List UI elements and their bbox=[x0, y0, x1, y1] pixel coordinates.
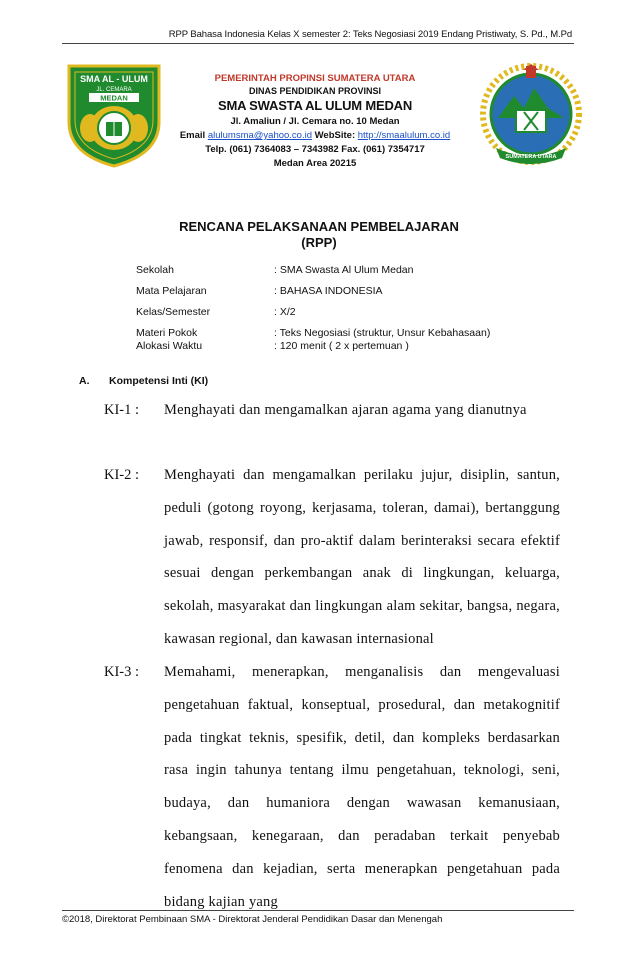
letterhead bbox=[165, 72, 465, 171]
postal-area: Medan Area 20215 bbox=[273, 158, 357, 169]
document-subtitle: (RPP) bbox=[301, 235, 337, 250]
header-rule bbox=[62, 43, 574, 44]
running-header: RPP Bahasa Indonesia Kelas X semester 2: Teks Negosiasi 2019 Endang Pristiwaty, S. Pd., M.Pd bbox=[168, 29, 572, 40]
ki-text: Memahami, menerapkan, menganalisis dan mengevaluasi pengetahuan faktual, konseptual, prosedural, dan metakognitif pada tingkat teknis, spesifik, detil, dan kompleks berdasarkan rasa ingin tahunya tentang ilmu pengetahuan, teknologi, seni, budaya, dan humaniora dengan wawasan kemanusiaan, kebangsaan, kenegaraan, dan peradaban terkait penyebab fenomena dan kejadian, serta menerapkan pengetahuan pada bidang kajian yang bbox=[164, 664, 560, 910]
province-emblem bbox=[476, 60, 586, 168]
identity-label: Alokasi Waktu bbox=[136, 340, 203, 352]
identity-label: Materi Pokok bbox=[136, 327, 198, 339]
identity-label: Kelas/Semester bbox=[136, 306, 211, 318]
identity-label: Mata Pelajaran bbox=[136, 285, 207, 297]
emblem-ribbon-text: SUMATERA UTARA bbox=[505, 154, 557, 160]
document-title: RENCANA PELAKSANAAN PEMBELAJARAN bbox=[179, 219, 459, 234]
ki-text: Menghayati dan mengamalkan ajaran agama yang dianutnya bbox=[164, 402, 527, 418]
identity-value: : BAHASA INDONESIA bbox=[274, 285, 383, 297]
ki-text: Menghayati dan mengamalkan perilaku jujur, disiplin, santun, peduli (gotong royong, kerjasama, toleran, damai), bertanggung jawab, responsif, dan pro-aktif dalam berinteraksi secara efektif sesuai dengan perkembangan anak di lingkungan, keluarga, sekolah, masyarakat dan lingkungan alam sekitar, bangsa, negara, kawasan regional, dan kawasan internasional bbox=[164, 467, 560, 647]
identity-value: : X/2 bbox=[274, 306, 296, 318]
email-link[interactable]: alulumsma@yahoo.co.id bbox=[207, 130, 312, 141]
ki-item bbox=[104, 656, 560, 918]
identity-label: Sekolah bbox=[136, 264, 174, 276]
department-name: DINAS PENDIDIKAN PROVINSI bbox=[248, 86, 382, 96]
phone-fax: Telp. (061) 7364083 – 7343982 Fax. (061) 7354717 bbox=[205, 144, 425, 155]
identity-value: : Teks Negosiasi (struktur, Unsur Kebahasaan) bbox=[274, 327, 491, 339]
identity-value: : 120 menit ( 2 x pertemuan ) bbox=[274, 340, 409, 352]
logo-city: MEDAN bbox=[100, 93, 128, 103]
section-heading bbox=[79, 375, 208, 387]
school-address: Jl. Amaliun / Jl. Cemara no. 10 Medan bbox=[230, 116, 400, 127]
school-name: SMA SWASTA AL ULUM MEDAN bbox=[217, 98, 413, 113]
government-name: PEMERINTAH PROPINSI SUMATERA UTARA bbox=[214, 73, 416, 84]
logo-street: JL. CEMARA bbox=[96, 87, 132, 93]
ki-label: KI-3 : bbox=[104, 664, 140, 680]
ki-label: KI-2 : bbox=[104, 467, 140, 483]
contact-line bbox=[165, 129, 465, 143]
ki-item bbox=[104, 459, 560, 656]
ki-item bbox=[104, 394, 560, 427]
page-footer: ©2018, Direktorat Pembinaan SMA - Direktorat Jenderal Pendidikan Dasar dan Menengah bbox=[62, 914, 443, 925]
email-label: Email bbox=[179, 130, 206, 141]
logo-school-name: SMA AL - ULUM bbox=[80, 74, 148, 84]
section-title: Kompetensi Inti (KI) bbox=[109, 375, 209, 387]
identity-value: : SMA Swasta Al Ulum Medan bbox=[274, 264, 414, 276]
footer-rule bbox=[62, 910, 574, 911]
school-logo bbox=[63, 62, 165, 168]
website-label: WebSite: bbox=[314, 130, 356, 141]
website-link[interactable]: http://smaalulum.co.id bbox=[357, 130, 451, 141]
section-letter: A. bbox=[79, 375, 90, 387]
ki-label: KI-1 : bbox=[104, 402, 140, 418]
